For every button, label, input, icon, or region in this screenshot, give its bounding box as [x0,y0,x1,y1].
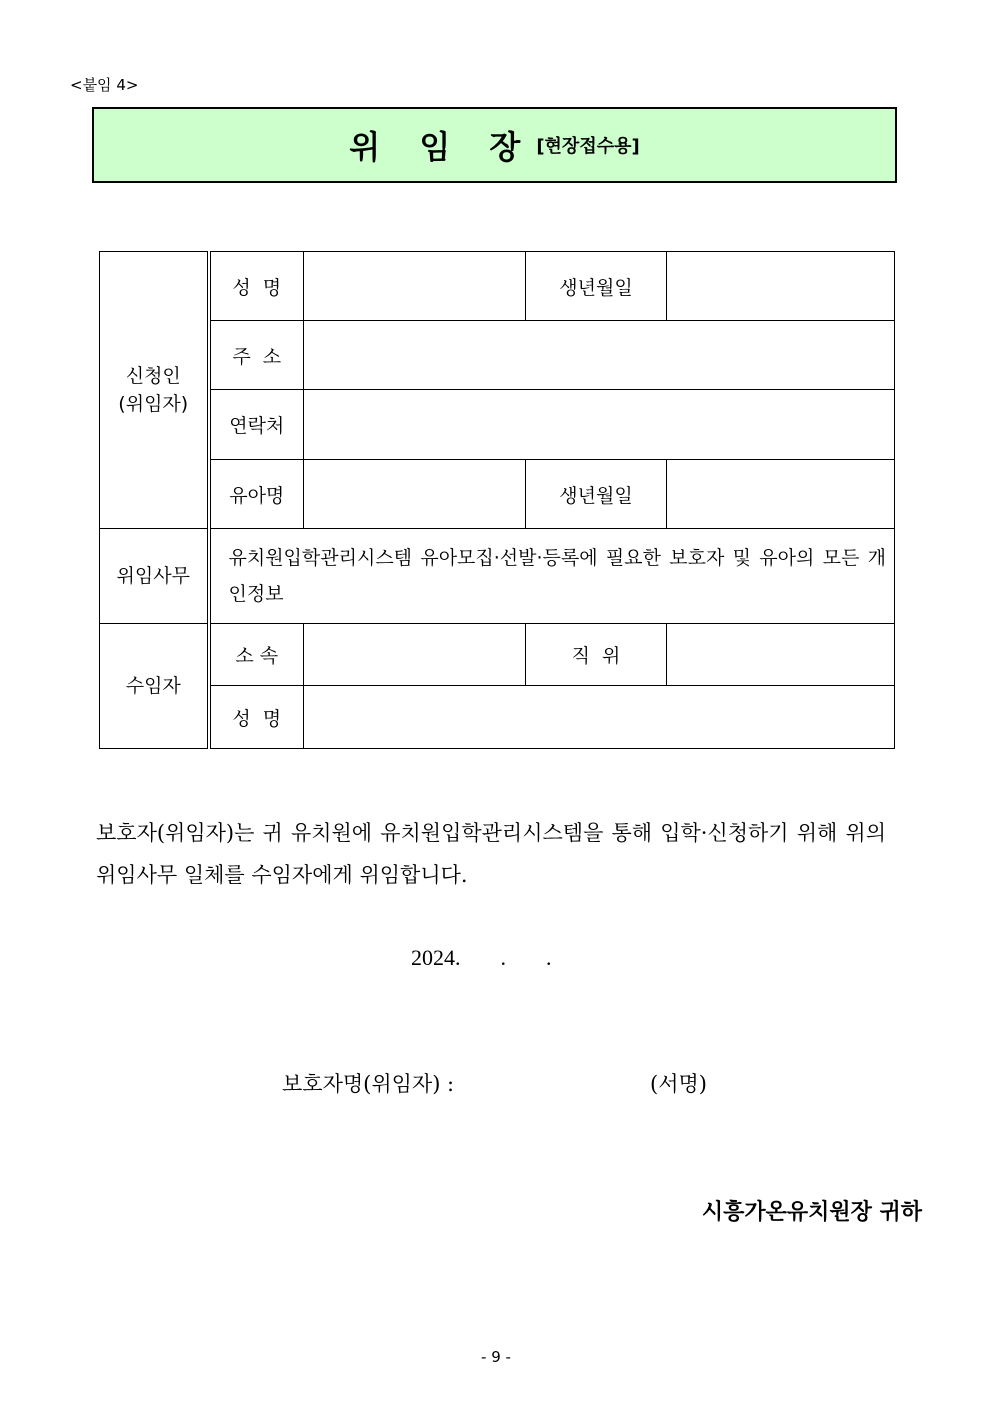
applicant-category-sub: (위임자) [118,393,189,415]
affiliation-label: 소 속 [209,624,304,686]
duty-description: 유치원입학관리시스템 유아모집·선발·등록에 필요한 보호자 및 유아의 모든 개인정보 [209,529,895,624]
contact-field[interactable] [304,390,895,460]
child-birth-label: 생년월일 [526,460,667,529]
date-month-dot: . [500,945,506,970]
delegate-name-label: 성 명 [209,686,304,749]
name-label: 성 명 [209,252,304,321]
document-title: 위 임 장 [349,128,535,166]
recipient-line: 시흥가온유치원장 귀하 [701,1199,922,1225]
duty-category: 위임사무 [100,529,209,624]
date-day-dot: . [546,945,552,970]
delegation-statement: 보호자(위임자)는 귀 유치원에 유치원입학관리시스템을 통해 입학·신청하기 위해 위의 위임사무 일체를 수임자에게 위임합니다. [96,821,886,887]
child-name-field[interactable] [304,460,526,529]
document-subtitle: [현장접수용] [536,136,640,157]
guardian-name-label: 보호자명(위임자) : [282,1072,455,1096]
child-name-label: 유아명 [209,460,304,529]
position-field[interactable] [667,624,895,686]
attachment-label: <붙임 4> [70,76,139,94]
applicant-birth-field[interactable] [667,252,895,321]
affiliation-field[interactable] [304,624,526,686]
date-year: 2024. [411,945,461,970]
signature-label: (서명) [650,1072,707,1096]
delegate-name-field[interactable] [304,686,895,749]
title-box [92,107,897,183]
contact-label: 연락처 [209,390,304,460]
position-label: 직 위 [526,624,667,686]
birth-label: 생년월일 [526,252,667,321]
address-field[interactable] [304,321,895,390]
delegation-form-table [99,251,895,749]
applicant-name-field[interactable] [304,252,526,321]
address-label: 주 소 [209,321,304,390]
applicant-category-cell [100,252,209,529]
applicant-category: 신청인 [125,364,181,387]
delegate-category: 수임자 [100,624,209,749]
page-number: - 9 - [481,1348,511,1366]
date-line [411,945,592,971]
child-birth-field[interactable] [667,460,895,529]
